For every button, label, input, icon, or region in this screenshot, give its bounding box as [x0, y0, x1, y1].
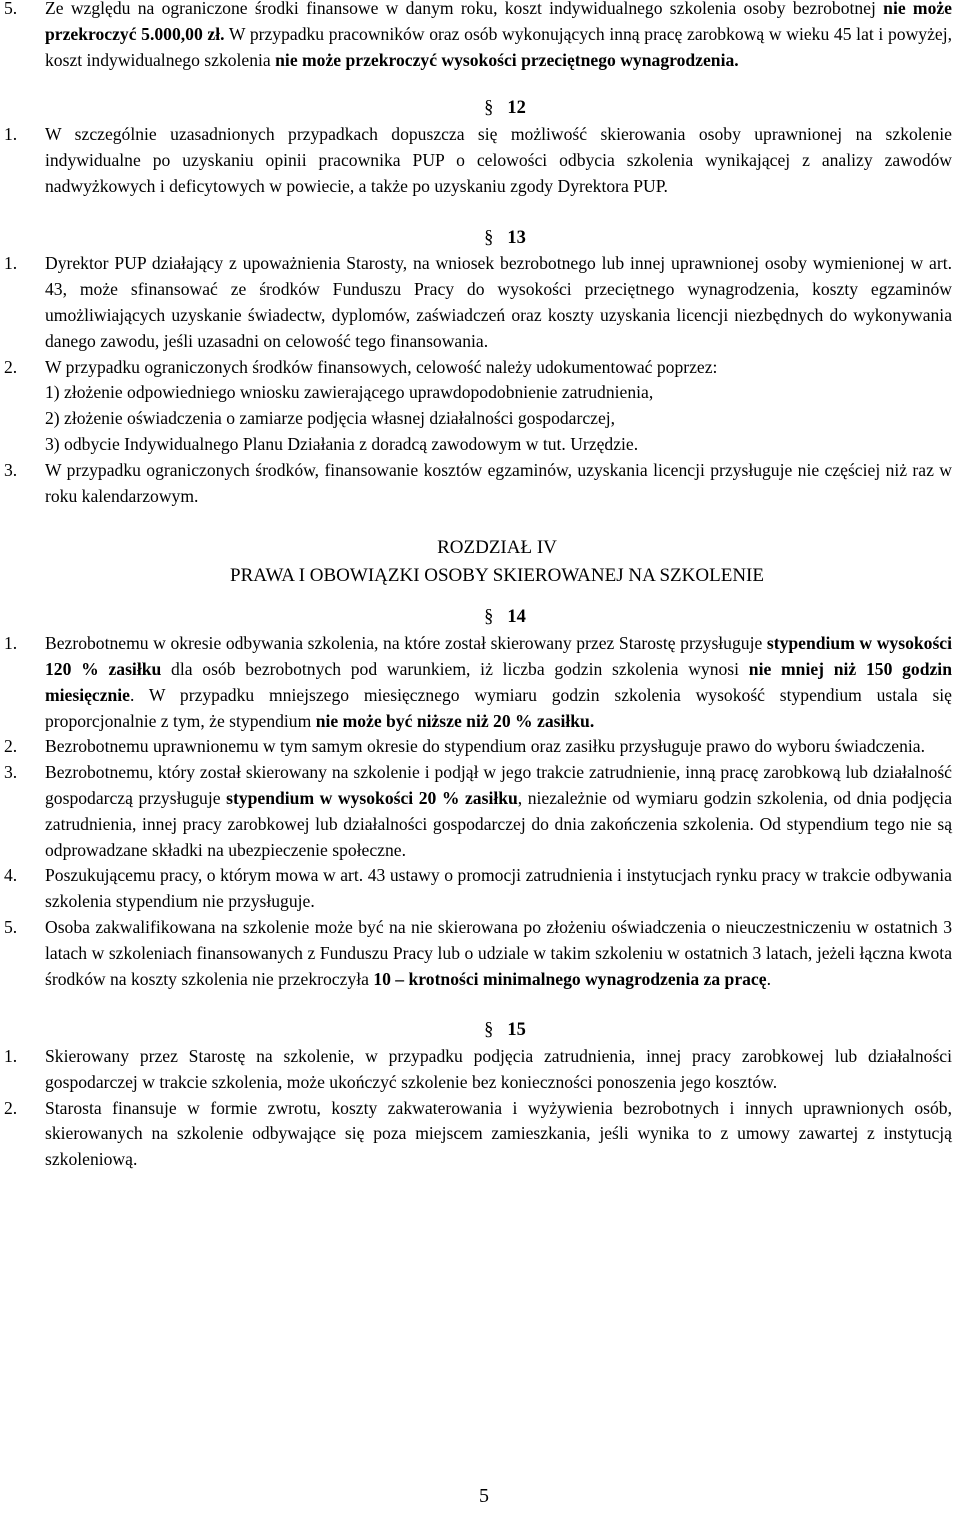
section-heading-13	[50, 226, 960, 252]
paragraph-text: dla osób bezrobotnych pod warunkiem, iż liczba godzin szkolenia wynosi	[161, 658, 749, 679]
section-symbol: §	[484, 227, 494, 248]
paragraph-text: Poszukującemu pracy, o którym mowa w art. 43 ustawy o promocji zatrudnienia i instytucjach rynku pracy w trakcie odbywania szkolenia stypendium nie przysługuje.	[45, 865, 952, 912]
paragraph-text: Dyrektor PUP działający z upoważnienia Starosty, na wniosek bezrobotnego lub innej uprawnionej osoby wymienionej w art. 43, może sfinansować ze środków Funduszu Pracy do wysokości przeciętnego wynagrodzenia, koszty egzaminów umożliwiających uzyskanie świadectw, dyplomów, zaświadczeń oraz koszty uzyskania licencji niezbędnych do wykonywania danego zawodu, jeśli uzasadni on celowość tego finansowania.	[45, 253, 952, 351]
paragraph-number: 3.	[4, 459, 18, 480]
chapter-title: PRAWA I OBOWIĄZKI OSOBY SKIEROWANEJ NA SZKOLENIE	[230, 565, 764, 587]
section-number: 13	[507, 227, 526, 248]
paragraph-text: W przypadku pracowników oraz osób wykonujących inną pracę zarobkową w wieku 45 lat i powyżej, koszt indywidualnego szkolenia	[45, 23, 952, 70]
section-symbol: §	[484, 98, 494, 119]
s15-paragraph-1	[0, 1044, 952, 1096]
paragraph-text: Osoba zakwalifikowana na szkolenie może być na nie skierowana po złożeniu oświadczenia o nieuczestniczeniu w ostatnich 3 latach w szkoleniach finansowanych z Funduszu Pracy lub o udziale w takim szkoleniu w ostatnich 3 latach, jeżeli łączna kwota środków na koszty szkolenia nie przekroczyła	[45, 916, 952, 989]
s14-paragraph-5	[0, 915, 952, 992]
s14-paragraph-1	[0, 631, 952, 734]
paragraph-text: .	[766, 968, 771, 989]
bold-text: nie może przekroczyć 5.000,00 zł.	[45, 0, 952, 44]
section-number: 14	[507, 607, 526, 628]
chapter-heading	[34, 534, 960, 590]
chapter-number: ROZDZIAŁ IV	[437, 537, 557, 559]
s13-paragraph-2	[0, 355, 952, 458]
paragraph-text: W przypadku ograniczonych środków finansowych, celowość należy udokumentować poprzez:	[45, 356, 718, 377]
paragraph-number: 5.	[4, 0, 18, 18]
section-heading-12	[50, 96, 960, 122]
s14-paragraph-3	[0, 760, 952, 863]
paragraph-text: Ze względu na ograniczone środki finansowe w danym roku, koszt indywidualnego szkolenia osoby bezrobotnej	[45, 0, 884, 18]
list-item: 3) odbycie Indywidualnego Planu Działania z doradcą zawodowym w tut. Urzędzie.	[45, 433, 639, 454]
paragraph-number: 3.	[4, 762, 18, 783]
paragraph-number: 4.	[4, 865, 18, 886]
paragraph-text: Bezrobotnemu, który został skierowany na szkolenie i podjął w jego trakcie zatrudnienie, inną pracę zarobkową lub działalność gospodarczą przysługuje	[45, 762, 952, 808]
section-number: 15	[507, 1020, 526, 1041]
paragraph-text: , niezależnie od wymiaru godzin szkolenia, od dnia podjęcia zatrudnienia, innej pracy zarobkowej lub działalności gospodarczej do dnia zakończenia szkolenia. Od stypendium tego nie są odprowadzane składki na ubezpieczenie społeczne.	[45, 787, 952, 860]
list-item: 1) złożenie odpowiedniego wniosku zawierającego uprawdopodobnienie zatrudnienia,	[45, 382, 654, 403]
section-heading-15	[50, 1018, 960, 1044]
paragraph-number: 2.	[4, 1097, 18, 1118]
s13-paragraph-1	[0, 251, 952, 354]
paragraph-text: Starosta finansuje w formie zwrotu, koszty zakwaterowania i wyżywienia bezrobotnych i innych uprawnionych osób, skierowanych na szkolenie odbywające się poza miejscem zamieszkania, jeśli wynika to z umowy zawartej z instytucją szkoleniową.	[45, 1097, 952, 1170]
paragraph-number: 1.	[4, 253, 18, 274]
section-heading-14	[50, 605, 960, 631]
s14-paragraph-4	[0, 863, 952, 915]
paragraph-number: 2.	[4, 356, 18, 377]
paragraph-5	[0, 0, 952, 73]
bold-text: nie może być niższe niż 20 % zasiłku.	[315, 710, 595, 731]
paragraph-text: Skierowany przez Starostę na szkolenie, w przypadku podjęcia zatrudnienia, innej pracy zarobkowej lub działalności gospodarczej w trakcie szkolenia, może ukończyć szkolenie bez konieczności ponoszenia jego kosztów.	[45, 1046, 952, 1092]
paragraph-number: 1.	[4, 124, 18, 145]
list-item: 2) złożenie oświadczenia o zamiarze podjęcia własnej działalności gospodarczej,	[45, 408, 616, 429]
paragraph-text: Bezrobotnemu uprawnionemu w tym samym okresie do stypendium oraz zasiłku przysługuje prawo do wyboru świadczenia.	[45, 736, 925, 757]
bold-text: stypendium w wysokości 20 % zasiłku	[226, 787, 518, 808]
bold-text: stypendium w wysokości 120 % zasiłku	[45, 633, 952, 679]
section-symbol: §	[484, 1020, 494, 1041]
bold-text: 10 – krotności minimalnego wynagrodzenia za pracę	[373, 968, 767, 989]
page-number: 5	[479, 1485, 489, 1507]
s12-paragraph-1	[0, 122, 952, 199]
section-symbol: §	[484, 607, 494, 628]
paragraph-text: Bezrobotnemu w okresie odbywania szkolenia, na które został skierowany przez Starostę przysługuje	[45, 633, 767, 654]
section-number: 12	[507, 98, 526, 119]
s15-paragraph-2	[0, 1096, 952, 1173]
paragraph-text: W szczególnie uzasadnionych przypadkach dopuszcza się możliwość skierowania osoby uprawnionej na szkolenie indywidualne po uzyskaniu opinii pracownika PUP o celowości odbycia szkolenia wynikającej z analizy zawodów nadwyżkowych i deficytowych w powiecie, a także po uzyskaniu zgody Dyrektora PUP.	[45, 124, 952, 196]
bold-text: nie może przekroczyć wysokości przeciętnego wynagrodzenia.	[275, 49, 739, 70]
paragraph-text: . W przypadku mniejszego miesięcznego wymiaru godzin szkolenia wysokość stypendium ustala się proporcjonalnie z tym, że stypendium	[45, 684, 952, 731]
paragraph-number: 2.	[4, 736, 18, 757]
paragraph-number: 5.	[4, 916, 18, 937]
s14-paragraph-2	[0, 734, 952, 760]
paragraph-text: W przypadku ograniczonych środków, finansowanie kosztów egzaminów, uzyskania licencji przysługuje nie częściej niż raz w roku kalendarzowym.	[45, 459, 952, 506]
paragraph-number: 1.	[4, 633, 18, 654]
s13-paragraph-3	[0, 458, 952, 510]
paragraph-number: 1.	[4, 1046, 18, 1067]
bold-text: nie mniej niż 150 godzin miesięcznie	[45, 658, 952, 705]
